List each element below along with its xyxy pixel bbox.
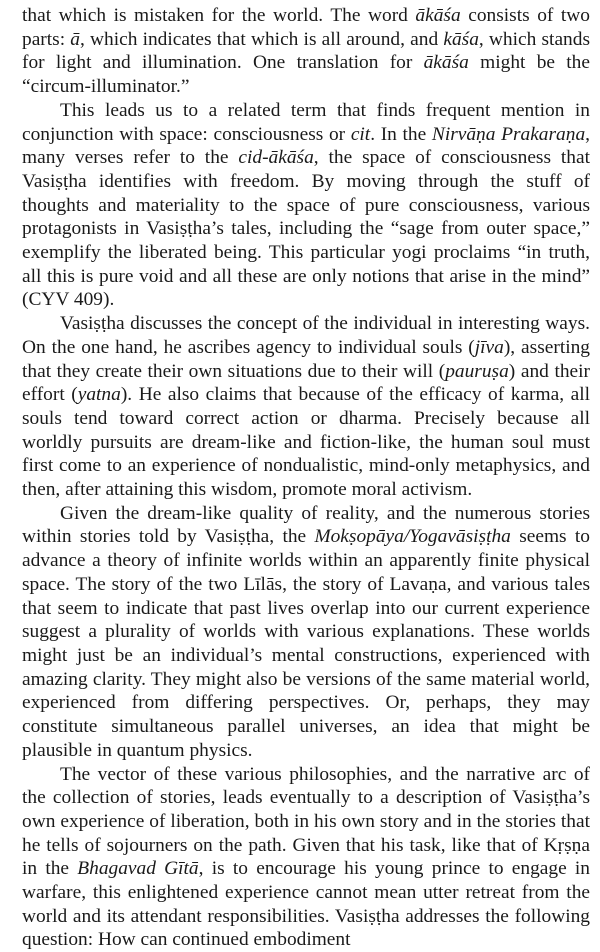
paragraph-2-text: . In the — [370, 124, 432, 145]
paragraph-2-text: This leads us to a related term that finds frequent mention in conjunction with space: consciousness or — [22, 100, 590, 145]
paragraph-3-text: ) and their effort ( — [22, 361, 590, 406]
paragraph-1-text: , which stands for light and illumination. One translation for — [22, 29, 590, 74]
paragraph-5 — [22, 763, 590, 952]
paragraph-2-text: , many verses refer to the — [22, 124, 590, 169]
paragraph-1-italic-term: kāśa — [443, 29, 479, 50]
paragraph-4 — [22, 502, 590, 763]
paragraph-4-text: Given the dream-like quality of reality, and the numerous stories within stories told by Vasiṣṭha, the — [22, 503, 590, 548]
paragraph-5-italic-title: Bhagavad Gītā — [77, 858, 198, 879]
paragraph-2-italic-term: cit — [351, 124, 370, 145]
paragraph-2-text: , the space of consciousness that Vasiṣṭha identifies with freedom. By moving through the stuff of thoughts and materiality to the space of pure consciousness, various protagonists in Vasiṣṭha’s tales, including the “sage from outer space,” exemplify the liberated being. This particular yogi proclaims “in truth, all this is pure void and all these are only notions that arise in the mind” (CYV 409). — [22, 147, 590, 310]
paragraph-2-italic-term: cid-ākāśa — [238, 147, 313, 168]
paragraph-1-italic-term: ā — [70, 29, 80, 50]
paragraph-3 — [22, 312, 590, 502]
paragraph-2 — [22, 99, 590, 312]
paragraph-3-italic-term: yatna — [78, 384, 121, 405]
paragraph-1 — [22, 4, 590, 99]
paragraph-4-italic-title: Mokṣopāya/Yogavāsiṣṭha — [314, 526, 510, 547]
paragraph-1-text: consists of two parts: — [22, 5, 590, 50]
paragraph-2-italic-term: Nirvāṇa Prakaraṇa — [432, 124, 585, 145]
paragraph-1-italic-term: ākāśa — [415, 5, 460, 26]
paragraph-5-text: The vector of these various philosophies, and the narrative arc of the collection of stories, leads eventually to a description of Vasiṣṭha’s own experience of liberation, both in his own story and in the stories that he tells of sojourners on the path. Given that his task, like that of Kṛṣṇa in the — [22, 764, 590, 880]
paragraph-1-text: , which indicates that which is all around, and — [80, 29, 443, 50]
paragraph-5-text: , is to encourage his young prince to engage in warfare, this enlightened experience cannot mean utter retreat from the world and its attendant responsibilities. Vasiṣṭha addresses the following question: How can continued embodiment — [22, 858, 590, 950]
paragraph-4-text: seems to advance a theory of infinite worlds within an apparently finite physical space. The story of the two Līlās, the story of Lavaṇa, and various tales that seem to indicate that past lives overlap into our current experience suggest a plurality of worlds with various explanations. These worlds might just be an individual’s mental constructions, experienced with amazing clarity. They might also be versions of the same material world, experienced from differing perspectives. Or, perhaps, they may constitute simultaneous parallel universes, an idea that might be plausible in quantum physics. — [22, 526, 590, 760]
paragraph-1-text: that which is mistaken for the world. The word — [22, 5, 415, 26]
paragraph-1-text: might be the “circum-illuminator.” — [22, 52, 590, 97]
paragraph-3-text: ). He also claims that because of the efficacy of karma, all souls tend toward correct action or dharma. Precisely because all worldly pursuits are dream-like and fiction-like, the human soul must first come to an experience of nondualistic, mind-only metaphysics, and then, after attaining this wisdom, promote moral activism. — [22, 384, 590, 500]
paragraph-3-italic-term: pauruṣa — [445, 361, 509, 382]
paragraph-1-italic-term: ākāśa — [424, 52, 469, 73]
paragraph-3-text: ), asserting that they create their own situations due to their will ( — [22, 337, 590, 382]
paragraph-3-text: Vasiṣṭha discusses the concept of the individual in interesting ways. On the one hand, he ascribes agency to individual souls ( — [22, 313, 590, 358]
paragraph-3-italic-term: jīva — [475, 337, 504, 358]
